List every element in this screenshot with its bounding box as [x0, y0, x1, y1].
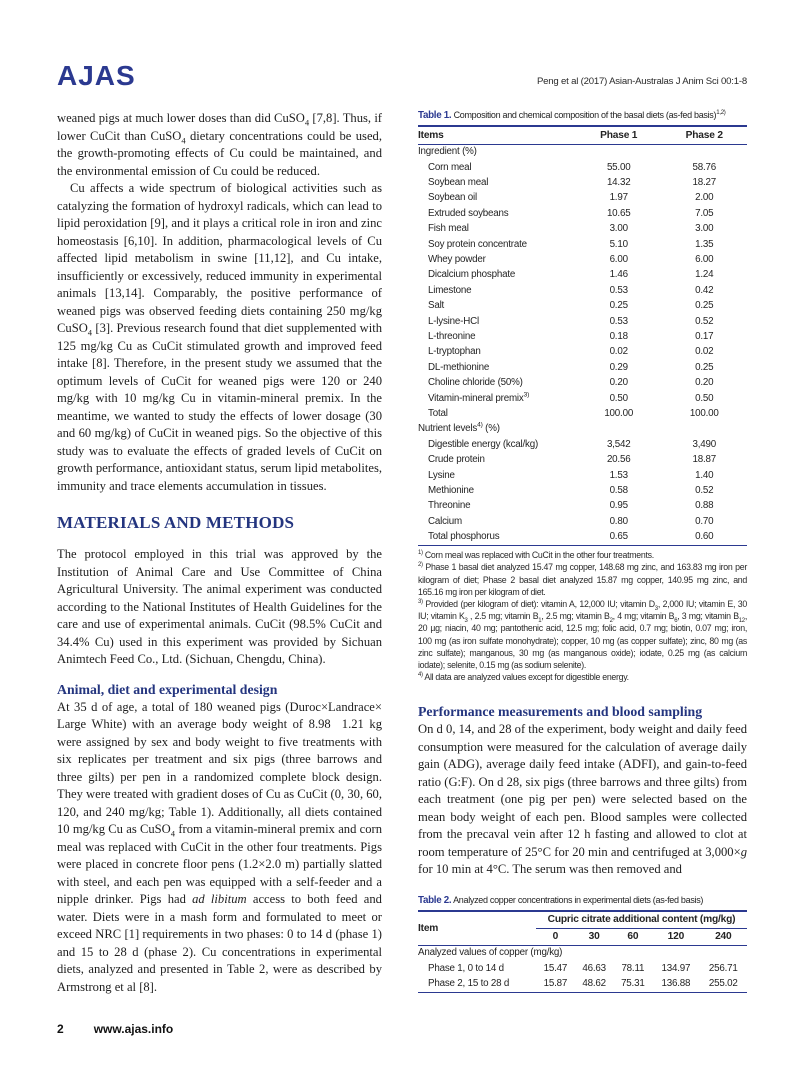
column-header-item: Item — [418, 911, 536, 946]
left-column — [57, 110, 382, 996]
row-value: 15.87 — [543, 977, 568, 989]
row-value: 100.00 — [689, 407, 719, 419]
row-value: 6.00 — [609, 254, 628, 266]
row-label: Corn meal — [428, 161, 472, 173]
row-label: Phase 2, 15 to 28 d — [428, 977, 510, 989]
row-section-label: Analyzed values of copper (mg/kg) — [418, 947, 563, 959]
table-row — [418, 961, 747, 976]
table-row — [418, 237, 747, 252]
row-label: Salt — [428, 300, 445, 312]
footnote-3: $^{3)}$ Provided (per kilogram of diet): vitamin A, 12,000 IU; vitamin $D_3$, 2,000 IU; vitamin E, 30 IU; vitamin $K_3$ , 2.5 mg; vitamin $B_1$, 2.5 mg; vitamin $B_2$, 4 mg; vitamin $B_6$, 3 mg; vitamin $B_{12}$, 20 µg; niacin, 40 mg; pantothenic acid, 12.5 mg; folic acid, 0.7 mg; biotin, 0.07 mg; iron, 100 mg (as iron sulfate monohydrate); copper, 10 mg (as copper sulfate); zinc, 80 mg (as zinc sulfate); manganous, 30 mg (as manganous oxide); iodate, 0.25 mg (as calcium iodate); selenite, 0.15 mg (as sodium selenite). — [418, 598, 747, 670]
row-value: 0.02 — [695, 346, 714, 358]
row-value: 0.88 — [695, 500, 714, 512]
row-label: Whey powder — [428, 254, 486, 266]
row-value: 0.65 — [609, 531, 628, 543]
row-value: 136.88 — [661, 977, 691, 989]
column-header-dose-120: 120 — [652, 928, 699, 945]
row-value: 0.70 — [695, 515, 714, 527]
row-label: L-threonine — [428, 330, 476, 342]
column-header-phase2: Phase 2 — [661, 126, 747, 145]
row-value: 1.24 — [695, 269, 714, 281]
table-row — [418, 453, 747, 468]
paragraph-ethics-protocol: The protocol employed in this trial was approved by the Institution of Animal Care and Use Committee of China Agricultural University. The animal experiment was conducted according to the National Institutes of Health Guidelines for the care and use of experimental animals. CuCit (98.5% CuCit and 34.4% Cu) used in this experiment was provided by Sichuan Animtech Feed Co., Ltd. (Sichuan, Chengdu, China). — [57, 547, 382, 666]
footnote-2: $^{2)}$ Phase 1 basal diet analyzed 15.47 mg copper, 148.68 mg zinc, and 163.83 mg iron per kilogram of diet; Phase 2 basal diet analyzed 15.87 mg copper, 140.95 mg zinc, and 165.16 mg iron per kilogram of diet. — [418, 562, 747, 597]
table-row — [418, 253, 747, 268]
table-row — [418, 977, 747, 993]
row-value: 256.71 — [708, 962, 738, 974]
table-row — [418, 437, 747, 452]
table-header-row — [418, 126, 747, 145]
table1-header — [418, 126, 747, 145]
row-value: 0.58 — [609, 484, 628, 496]
table-row — [418, 345, 747, 360]
column-header-dose-240: 240 — [700, 928, 747, 945]
row-value: 6.00 — [695, 254, 714, 266]
row-value: 18.27 — [692, 177, 716, 189]
row-value: 0.25 — [695, 300, 714, 312]
row-value: 3.00 — [695, 223, 714, 235]
table-row — [418, 299, 747, 314]
row-label: Total — [428, 407, 448, 419]
table-row — [418, 207, 747, 222]
row-value: 0.29 — [609, 361, 628, 373]
column-header-dose-60: 60 — [613, 928, 652, 945]
table2-copper-concentrations — [418, 910, 747, 993]
table2-header — [418, 911, 747, 946]
row-value: 0.52 — [695, 315, 714, 327]
row-value: 20.56 — [606, 454, 631, 466]
row-value: 0.25 — [695, 361, 714, 373]
row-value: 48.62 — [582, 977, 606, 989]
page-header — [57, 56, 747, 90]
table1-basal-diets — [418, 125, 747, 546]
table-row — [418, 160, 747, 175]
section-heading-materials-and-methods: MATERIALS AND METHODS — [57, 513, 295, 532]
row-value: 3.00 — [609, 223, 628, 235]
table2-caption — [418, 895, 747, 906]
row-value: 10.65 — [606, 207, 631, 219]
row-value: 1.97 — [609, 192, 628, 204]
row-label: Phase 1, 0 to 14 d — [428, 962, 504, 974]
two-column-body — [57, 110, 747, 996]
table-row — [418, 145, 747, 161]
row-value: 255.02 — [708, 977, 738, 989]
paragraph-performance-measurements: On d 0, 14, and 28 of the experiment, body weight and daily feed consumption were measured for the calculation of average daily gain (ADG), average daily feed intake (ADFI), and gain-to-feed ratio (G:F). On d 28, six pigs (three barrows and three gilts) from each treatment (one pig per pen) were selected based on the mean body weight of each pen. Blood samples were collected from the precaval vein after 12 h fasting and allowed to clot at room temperature of 25°C for 20 min and centrifuged at 3,000×g for 10 min at 4°C. The serum was then removed and — [418, 722, 747, 877]
row-value: 3,542 — [606, 438, 631, 450]
row-label: Calcium — [428, 515, 462, 527]
table1-label: Table 1. — [418, 110, 452, 121]
column-header-dose-0: 0 — [536, 928, 575, 945]
column-group-header-cucit: Cupric citrate additional content (mg/kg) — [536, 911, 747, 929]
row-value: 0.20 — [695, 377, 714, 389]
row-value: 100.00 — [604, 407, 634, 419]
row-label: Vitamin-mineral premix$^{3)}$ — [428, 391, 530, 404]
footnote-4: $^{4)}$ All data are analyzed values except for digestible energy. — [418, 672, 629, 683]
paragraph-cu-effects: Cu affects a wide spectrum of biological activities such as catalyzing the formation of hydroxyl radicals, which can lead to lipid peroxidation [9], and it plays a critical role in iron and zinc homeostasis [6,10]. In addition, pharmacological levels of Cu affected lipid metabolism in swine [11,12], and Cu intake, insufficiently or excessively, reduced immunity in experimental animals [13,14]. Comparably, the positive performance of weaned pigs was observed feeding diets containing 250 mg/kg CuSO$_4$ [3]. Previous research found that diet supplemented with 125 mg/kg Cu as CuCit stimulated growth and improved feed intake [8]. Therefore, in the present study we assumed that the optimum levels of CuCit for weaned pigs were 120 or 240 mg/kg with 10 mg/kg Cu in vitamin-mineral premix. In the meantime, we wanted to study the effects of lower dosage (30 and 60 mg/kg) of CuCit in weaned pigs. So the objective of this study was to evaluate the effects of graded levels of CuCit on growth performance, antioxidant status, serum lipid metabolites, immunity and trace elements accumulation in tissues. — [57, 181, 382, 493]
table2-body — [418, 945, 747, 992]
row-value: 0.95 — [609, 500, 628, 512]
row-section-label: Nutrient levels$^{4)}$ (%) — [418, 422, 500, 435]
table-row — [418, 376, 747, 391]
row-value: 15.47 — [543, 962, 568, 974]
row-value: 58.76 — [692, 161, 716, 173]
row-value: 3,490 — [692, 438, 716, 450]
row-label: DL-methionine — [428, 361, 490, 373]
row-value: 75.31 — [621, 977, 645, 989]
row-label: Methionine — [428, 484, 474, 496]
table-row — [418, 191, 747, 206]
row-value: 55.00 — [606, 161, 631, 173]
row-label: Digestible energy (kcal/kg) — [428, 438, 539, 450]
row-label: Soybean oil — [428, 192, 477, 204]
row-label: Extruded soybeans — [428, 207, 509, 219]
page-number: 2 — [57, 1022, 64, 1036]
table-row — [418, 176, 747, 191]
row-label: Soybean meal — [428, 177, 489, 189]
table-row — [418, 360, 747, 375]
row-value: 0.50 — [609, 392, 628, 404]
journal-website: www.ajas.info — [93, 1022, 174, 1036]
table-row — [418, 222, 747, 237]
table-row — [418, 484, 747, 499]
page-footer — [57, 1022, 173, 1036]
row-label: Soy protein concentrate — [428, 238, 527, 250]
paragraph-experimental-design: At 35 d of age, a total of 180 weaned pigs (Duroc×Landrace× Large White) with an average body weight of 8.98 1.21 kg were assigned by sex and body weight to five treatments with six replicates per treatment and six pigs (three barrows and three gilts) per pen in a randomized complete block design. They were treated with gradient doses of Cu as CuCit (0, 30, 60, 120, and 240 mg/kg; Table 1). Additionally, all diets contained 10 mg/kg Cu as CuSO$_4$ from a vitamin-mineral premix and corn meal was replaced with CuCit in the other four treatments. Pigs were placed in concrete floor pens (1.2×2.0 m) partially slatted with steel, and each pen was equipped with a self-feeder and a nipple drinker. Pigs had ad libitum access to both feed and water. Diets were in a mash form and formulated to meet or exceed NRC [1] requirements in two phases: 0 to 14 d (phase 1) and 15 to 28 d (phase 2). Cu concentrations in experimental diets, analyzed and presented in Table 2, were as described by Armstrong et al [8]. — [57, 699, 383, 994]
row-value: 2.00 — [695, 192, 714, 204]
row-value: 0.53 — [609, 315, 628, 327]
table-row — [418, 514, 747, 529]
table-row — [418, 468, 747, 483]
paragraph-intro-continued: weaned pigs at much lower doses than did CuSO$_4$ [7,8]. Thus, if lower CuCit than CuSO$_4$ dietary concentrations could be used, the growth-promoting effects of Cu could be maintained, and the environmental emission of Cu could be reduced. — [57, 111, 383, 178]
column-header-phase1: Phase 1 — [576, 126, 662, 145]
row-label: L-tryptophan — [428, 346, 481, 358]
subsection-heading-animal-diet-design: Animal, diet and experimental design — [57, 681, 278, 697]
row-value: 0.52 — [695, 484, 714, 496]
table1-caption-text: Composition and chemical composition of the basal diets (as-fed basis)$^{1,2)}$ — [453, 109, 726, 120]
row-value: 0.42 — [695, 284, 714, 296]
row-label: Crude protein — [428, 454, 485, 466]
row-value: 1.40 — [695, 469, 714, 481]
table-row — [418, 530, 747, 546]
row-value: 0.18 — [609, 330, 628, 342]
row-value: 1.35 — [695, 238, 714, 250]
row-value: 0.60 — [695, 531, 714, 543]
row-value: 134.97 — [661, 962, 691, 974]
right-column — [418, 110, 747, 996]
table2-caption-text: Analyzed copper concentrations in experimental diets (as-fed basis) — [453, 894, 704, 905]
row-label: Threonine — [428, 500, 471, 512]
row-value: 5.10 — [609, 238, 628, 250]
row-label: L-lysine-HCl — [428, 315, 479, 327]
table-header-row — [418, 911, 747, 929]
column-header-items: Items — [418, 126, 576, 145]
running-head-citation: Peng et al (2017) Asian-Australas J Anim Sci 00:1-8 — [536, 76, 747, 87]
footnote-1: $^{1)}$ Corn meal was replaced with CuCit in the other four treatments. — [418, 550, 654, 561]
row-value: 0.17 — [695, 330, 714, 342]
row-value: 0.02 — [609, 346, 628, 358]
table1-footnotes — [418, 549, 747, 683]
table1-body — [418, 145, 747, 546]
table-row — [418, 945, 747, 961]
row-section-label: Ingredient (%) — [418, 146, 477, 158]
row-value: 1.46 — [609, 269, 628, 281]
table-row — [418, 407, 747, 422]
row-label: Choline chloride (50%) — [428, 377, 523, 389]
table-row — [418, 268, 747, 283]
table-row — [418, 284, 747, 299]
row-value: 7.05 — [695, 207, 714, 219]
row-label: Total phosphorus — [428, 531, 500, 543]
table-row — [418, 422, 747, 437]
row-value: 0.50 — [695, 392, 714, 404]
row-value: 46.63 — [582, 962, 606, 974]
table2-label: Table 2. — [418, 894, 452, 906]
table-row — [418, 330, 747, 345]
row-value: 0.25 — [609, 300, 628, 312]
table-row — [418, 499, 747, 514]
row-label: Lysine — [428, 469, 455, 481]
table-row — [418, 391, 747, 406]
subsection-heading-performance-blood: Performance measurements and blood sampling — [418, 704, 703, 720]
journal-logo: AJAS — [57, 60, 136, 91]
table-row — [418, 314, 747, 329]
row-value: 78.11 — [621, 962, 645, 974]
column-header-dose-30: 30 — [575, 928, 614, 945]
row-value: 0.53 — [609, 284, 628, 296]
row-value: 0.20 — [609, 377, 628, 389]
row-label: Fish meal — [428, 223, 469, 235]
row-label: Dicalcium phosphate — [428, 269, 516, 281]
table1-caption — [418, 110, 747, 121]
row-value: 18.87 — [692, 454, 716, 466]
row-value: 14.32 — [606, 177, 631, 189]
row-label: Limestone — [428, 284, 472, 296]
row-value: 0.80 — [609, 515, 628, 527]
row-value: 1.53 — [609, 469, 628, 481]
